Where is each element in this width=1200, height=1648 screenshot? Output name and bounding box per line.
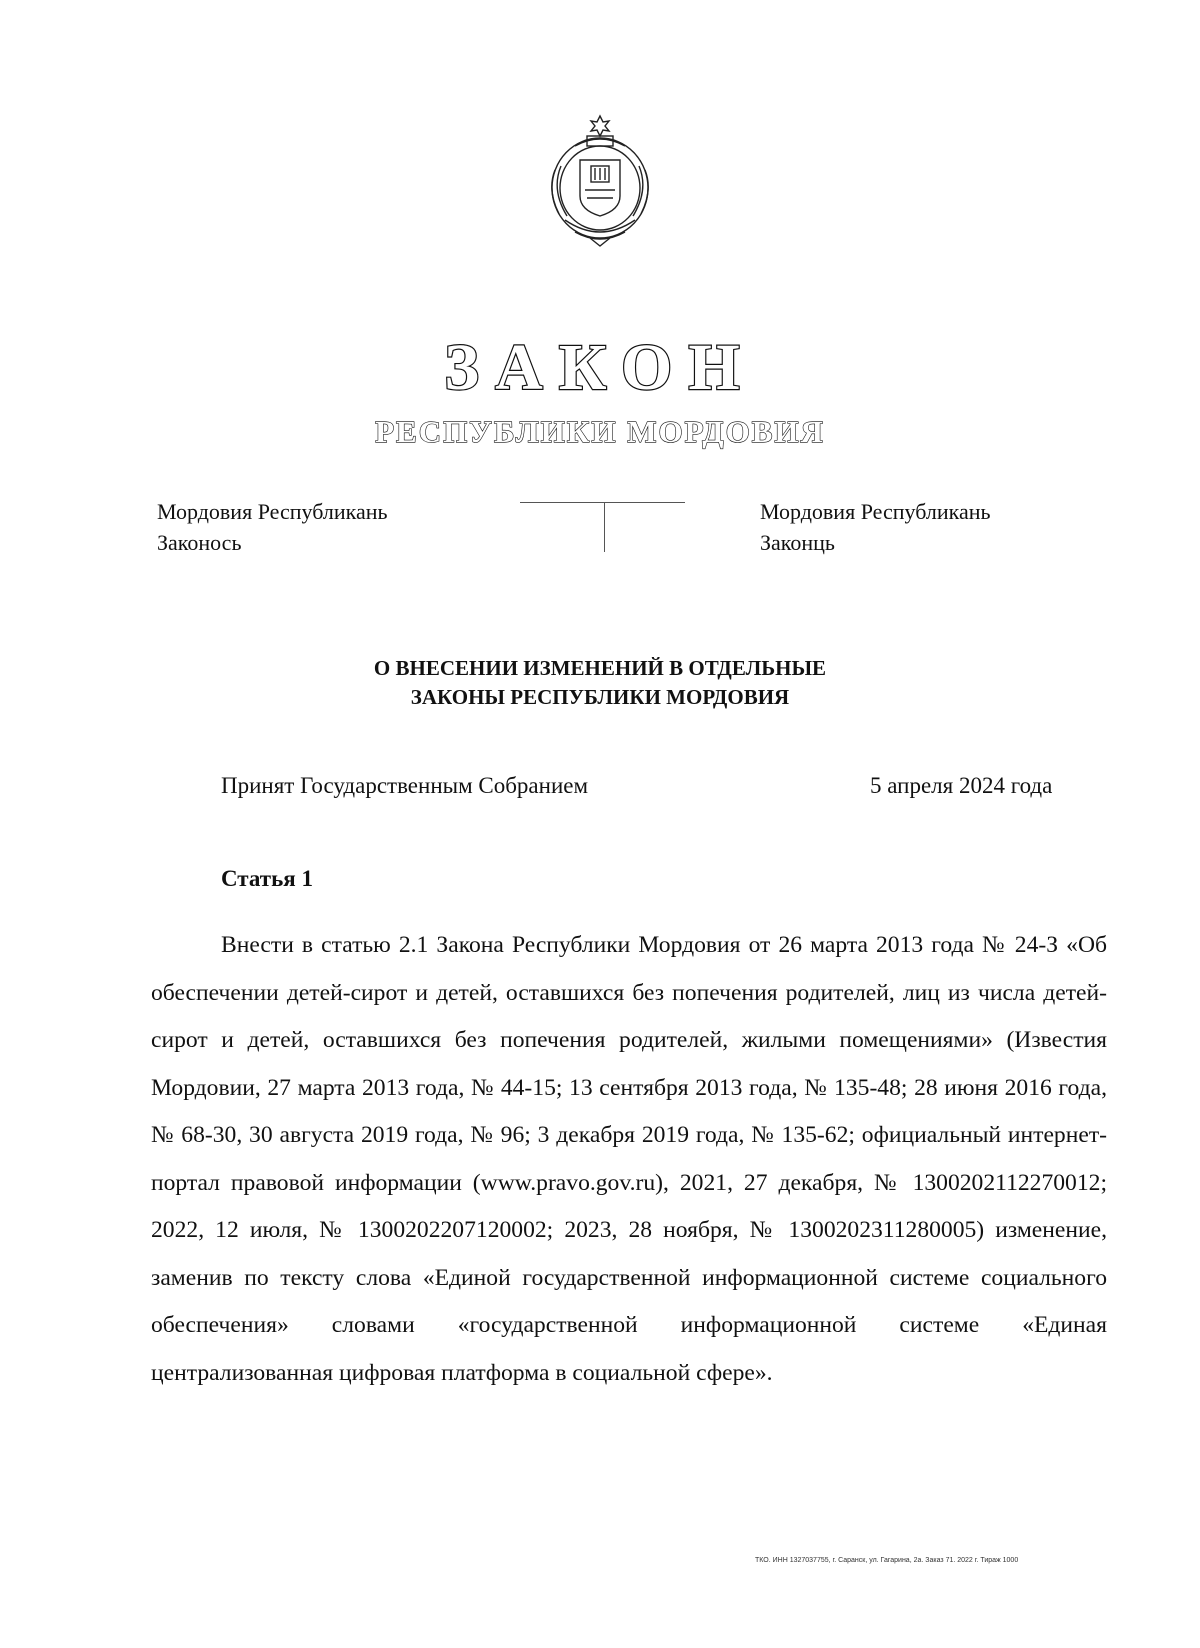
coat-of-arms-emblem-icon	[535, 110, 665, 250]
left-header-line2: Законось	[157, 530, 242, 555]
law-title: ЗАКОН	[444, 331, 756, 404]
law-subject-line1: О ВНЕСЕНИИ ИЗМЕНЕНИЙ В ОТДЕЛЬНЫЕ	[373, 656, 827, 680]
article-body: Внести в статью 2.1 Закона Республики Мордовия от 26 марта 2013 года № 24-З «Об обеспечении детей-сирот и детей, оставшихся без попечения родителей, лиц из числа детей-сирот и детей, оставшихся без попечения родителей, жилыми помещениями» (Известия Мордовии, 27 марта 2013 года, № 44-15; 13 сентября 2013 года, № 135-48; 28 июня 2016 года, № 68-30, 30 августа 2019 года, № 96; 3 декабря 2019 года, № 135-62; официальный интернет-портал правовой информации (www.pravo.gov.ru), 2021, 27 декабря, № 1300202112270012; 2022, 12 июля, № 1300202207120002; 2023, 28 ноября, № 1300202311280005) изменение, заменив по тексту слова «Единой государственной информационной системе социального обеспечения» словами «государственной информационной системе «Единая централизованная цифровая платформа в социальной сфере».	[151, 932, 1107, 1386]
header-divider-horizontal	[520, 502, 685, 503]
law-subject-line2: ЗАКОНЫ РЕСПУБЛИКИ МОРДОВИЯ	[410, 685, 790, 709]
law-subject	[0, 654, 1200, 712]
right-header-line2: Законць	[760, 530, 835, 555]
left-header-line1: Мордовия Республикань	[157, 499, 388, 524]
article-heading: Статья 1	[221, 866, 313, 891]
adoption-label: Принят Государственным Собранием	[221, 773, 589, 798]
republic-subtitle: РЕСПУБЛИКИ МОРДОВИЯ	[375, 414, 825, 449]
header-divider-vertical	[604, 502, 605, 552]
right-header-line1: Мордовия Республикань	[760, 499, 991, 524]
left-header-label	[157, 496, 388, 558]
adoption-date: 5 апреля 2024 года	[870, 773, 1053, 798]
right-header-label	[760, 496, 991, 558]
printer-imprint: ТКО. ИНН 1327037755, г. Саранск, ул. Гагарина, 2а. Заказ 71. 2022 г. Тираж 1000	[755, 1557, 1019, 1564]
